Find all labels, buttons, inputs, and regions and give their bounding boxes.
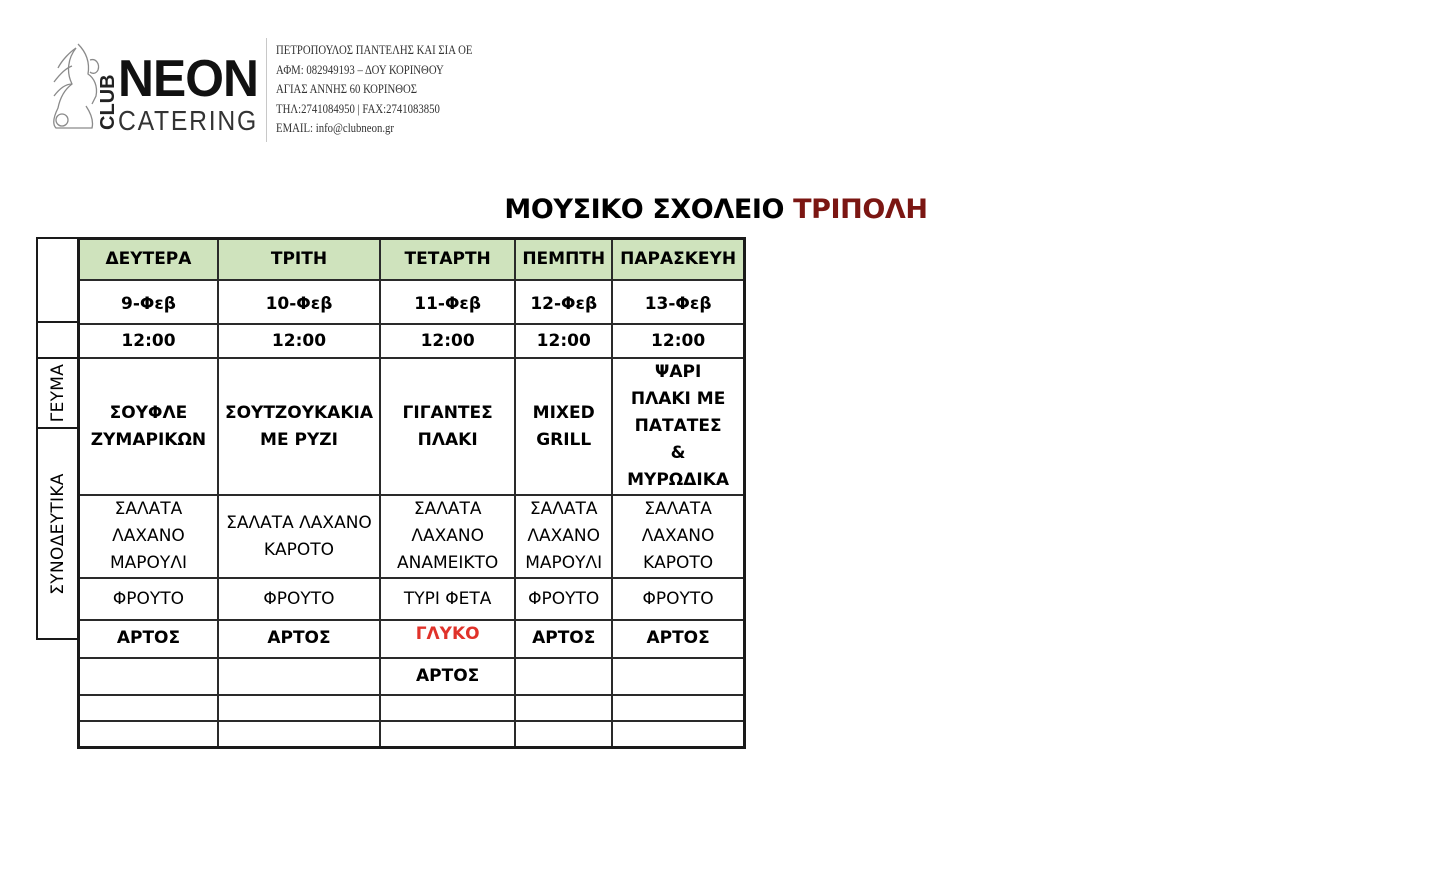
empty-cell <box>515 658 612 695</box>
time-cell: 12:00 <box>380 324 515 358</box>
main-dish-cell: MIXED GRILL <box>515 358 612 495</box>
logo-word-catering: CATERING <box>118 105 258 134</box>
side-meal-block <box>36 357 79 429</box>
title-main: ΜΟΥΣΙΚΟ ΣΧΟΛΕΙΟ <box>504 194 785 225</box>
side-item-cell: ΤΥΡΙ ΦΕΤΑ <box>380 578 515 620</box>
empty-cell <box>79 721 218 748</box>
club-neon-logo <box>46 38 261 134</box>
empty-cell <box>380 721 515 748</box>
side-label-sides: ΣΥΝΟΔΕΥΤΙΚΑ <box>47 472 68 595</box>
bread-cell: ΑΡΤΟΣ <box>612 620 744 658</box>
salad-row <box>79 495 745 578</box>
empty-cell <box>380 695 515 721</box>
logo-word-neon: NEON <box>118 50 258 108</box>
side-item-cell: ΦΡΟΥΤΟ <box>79 578 218 620</box>
extra-row <box>79 658 745 695</box>
date-cell: 10-Φεβ <box>218 280 380 324</box>
page-title <box>0 194 1432 225</box>
date-row <box>79 280 745 324</box>
day-monday: ΔΕΥΤΕΡΑ <box>79 239 218 281</box>
side-item-cell: ΦΡΟΥΤΟ <box>515 578 612 620</box>
bread-cell: ΑΡΤΟΣ <box>380 658 515 695</box>
company-address: ΑΓΙΑΣ ΑΝΝΗΣ 60 ΚΟΡΙΝΘΟΣ <box>276 82 417 96</box>
date-cell: 9-Φεβ <box>79 280 218 324</box>
time-cell: 12:00 <box>515 324 612 358</box>
main-dish-cell: ΓΙΓΑΝΤΕΣ ΠΛΑΚΙ <box>380 358 515 495</box>
time-cell: 12:00 <box>612 324 744 358</box>
empty-cell <box>612 658 744 695</box>
letterhead-divider <box>266 38 267 142</box>
bread-row <box>79 620 745 658</box>
date-cell: 12-Φεβ <box>515 280 612 324</box>
salad-cell: ΣΑΛΑΤΑ ΛΑΧΑΝΟ ΚΑΡΟΤΟ <box>612 495 744 578</box>
empty-cell <box>218 658 380 695</box>
day-header-row <box>79 239 745 281</box>
bread-cell: ΑΡΤΟΣ <box>79 620 218 658</box>
main-dish-cell: ΣΟΥΤΖΟΥΚΑΚΙΑ ΜΕ ΡΥΖΙ <box>218 358 380 495</box>
side-item-cell: ΦΡΟΥΤΟ <box>218 578 380 620</box>
day-thursday: ΠΕΜΠΤΗ <box>515 239 612 281</box>
main-dish-cell: ΨΑΡΙ ΠΛΑΚΙ ΜΕ ΠΑΤΑΤΕΣ & ΜΥΡΩΔΙΚΑ <box>612 358 744 495</box>
time-row <box>79 324 745 358</box>
menu-table <box>77 237 746 749</box>
time-cell: 12:00 <box>218 324 380 358</box>
fruit-row <box>79 578 745 620</box>
company-details <box>276 41 472 139</box>
date-cell: 11-Φεβ <box>380 280 515 324</box>
dessert-cell: ΓΛΥΚΟ <box>380 620 515 658</box>
day-tuesday: ΤΡΙΤΗ <box>218 239 380 281</box>
time-cell: 12:00 <box>79 324 218 358</box>
empty-cell <box>218 695 380 721</box>
side-item-cell: ΦΡΟΥΤΟ <box>612 578 744 620</box>
empty-cell <box>612 721 744 748</box>
salad-cell: ΣΑΛΑΤΑ ΛΑΧΑΝΟ ΑΝΑΜΕΙΚΤΟ <box>380 495 515 578</box>
company-email: EMAIL: info@clubneon.gr <box>276 121 394 135</box>
company-tax-id: ΑΦΜ: 082949193 – ΔΟΥ ΚΟΡΙΝΘΟΥ <box>276 62 444 77</box>
main-dish-row <box>79 358 745 495</box>
title-city: ΤΡΙΠΟΛΗ <box>793 194 928 225</box>
side-sides-block <box>36 427 79 640</box>
day-wednesday: ΤΕΤΑΡΤΗ <box>380 239 515 281</box>
company-phone-fax: ΤΗΛ:2741084950 | FAX:2741083850 <box>276 101 440 116</box>
salad-cell: ΣΑΛΑΤΑ ΛΑΧΑΝΟ ΜΑΡΟΥΛΙ <box>79 495 218 578</box>
logo-word-club: CLUB <box>97 74 119 130</box>
day-friday: ΠΑΡΑΣΚΕΥΗ <box>612 239 744 281</box>
empty-cell <box>79 695 218 721</box>
bread-cell: ΑΡΤΟΣ <box>515 620 612 658</box>
side-blank-header <box>36 237 79 323</box>
winged-sphinx-icon <box>54 44 99 128</box>
company-name: ΠΕΤΡΟΠΟΥΛΟΣ ΠΑΝΤΕΛΗΣ ΚΑΙ ΣΙΑ ΟΕ <box>276 43 473 57</box>
empty-cell <box>79 658 218 695</box>
bread-cell: ΑΡΤΟΣ <box>218 620 380 658</box>
empty-row <box>79 695 745 721</box>
date-cell: 13-Φεβ <box>612 280 744 324</box>
salad-cell: ΣΑΛΑΤΑ ΛΑΧΑΝΟ ΜΑΡΟΥΛΙ <box>515 495 612 578</box>
side-label-meal: ΓΕΥΜΑ <box>47 363 68 423</box>
empty-cell <box>218 721 380 748</box>
side-blank-time <box>36 321 79 359</box>
empty-cell <box>515 695 612 721</box>
empty-row <box>79 721 745 748</box>
salad-cell: ΣΑΛΑΤΑ ΛΑΧΑΝΟ ΚΑΡΟΤΟ <box>218 495 380 578</box>
empty-cell <box>612 695 744 721</box>
empty-cell <box>515 721 612 748</box>
main-dish-cell: ΣΟΥΦΛΕ ΖΥΜΑΡΙΚΩΝ <box>79 358 218 495</box>
